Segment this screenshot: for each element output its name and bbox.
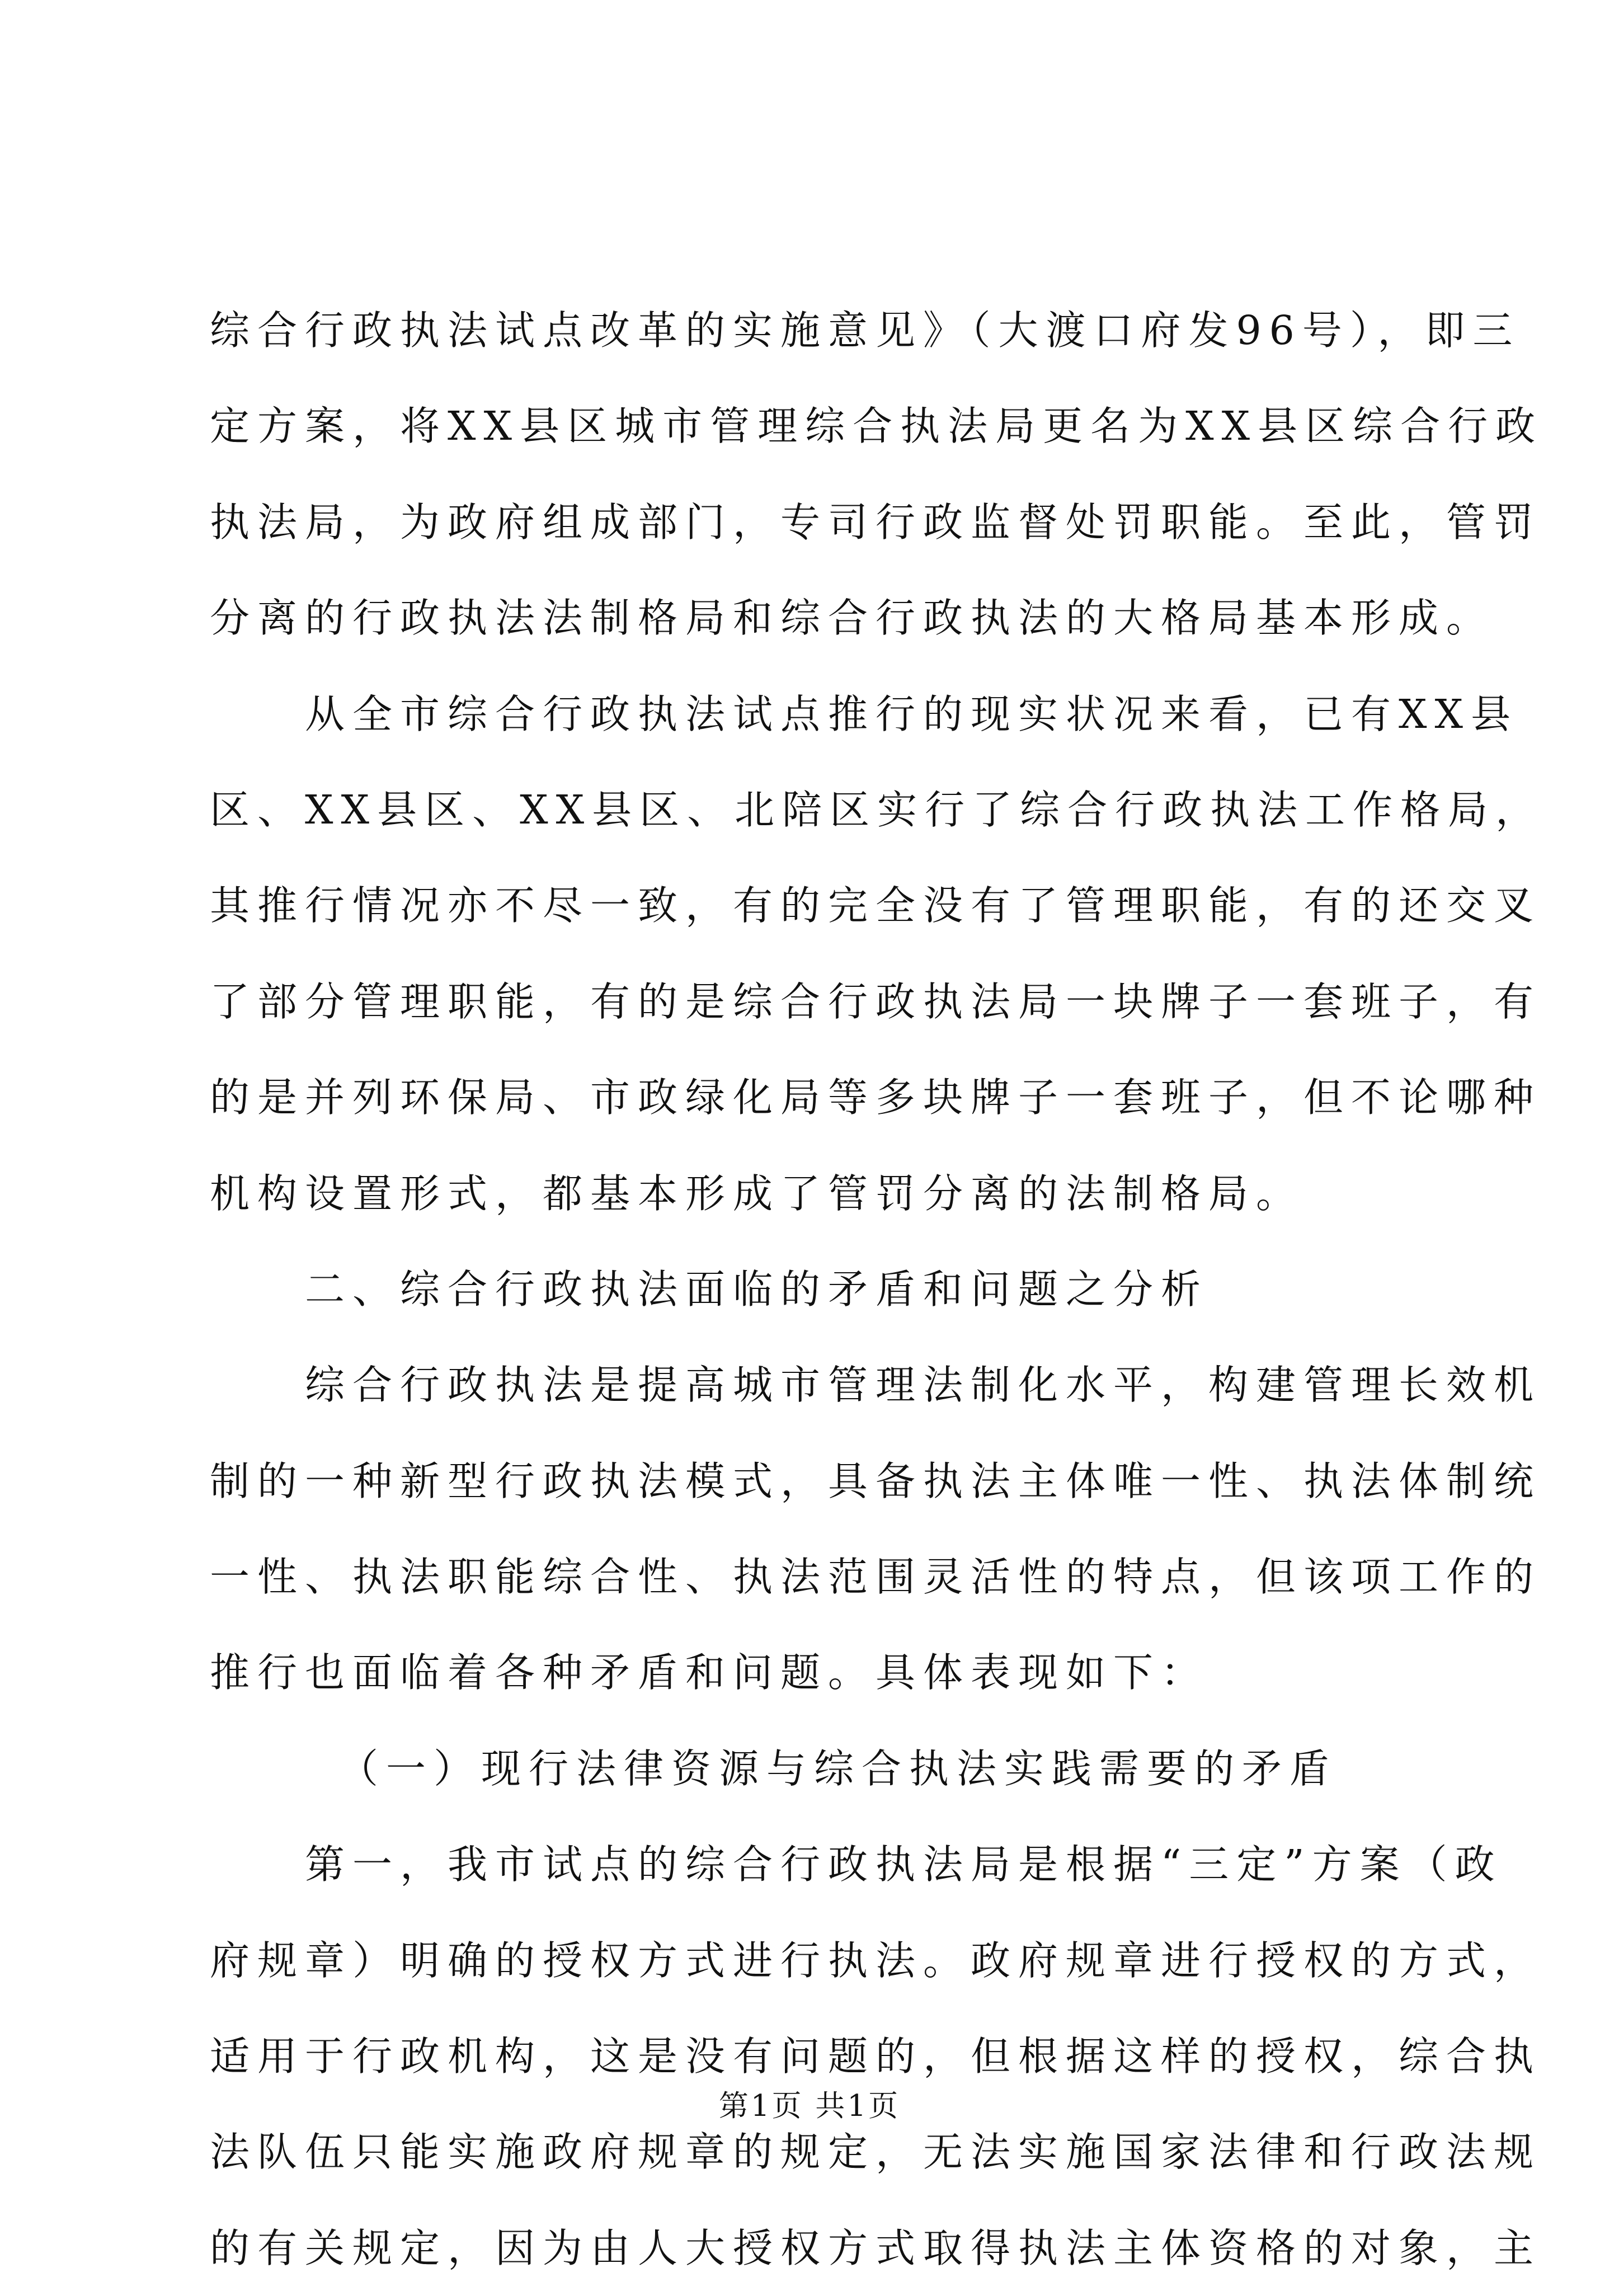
text-line: 法队伍只能实施政府规章的规定，无法实施国家法律和行政法规 bbox=[210, 2129, 1542, 2176]
text-line: 机构设置形式，都基本形成了管罚分离的法制格局。 bbox=[210, 1170, 1304, 1217]
text-line: 适用于行政机构，这是没有问题的，但根据这样的授权，综合执 bbox=[210, 2033, 1542, 2080]
paragraph-start-line: 第一，我市试点的综合行政执法局是根据“三定”方案（政 bbox=[305, 1841, 1503, 1888]
text-line: 其推行情况亦不尽一致，有的完全没有了管理职能，有的还交叉 bbox=[210, 882, 1542, 929]
text-line: 区、XX县区、XX县区、北陪区实行了综合行政执法工作格局， bbox=[210, 786, 1543, 833]
text-line: 府规章）明确的授权方式进行执法。政府规章进行授权的方式， bbox=[210, 1937, 1542, 1984]
section-heading: 二、综合行政执法面临的矛盾和问题之分析 bbox=[305, 1265, 1209, 1312]
subsection-heading: （一）现行法律资源与综合执法实践需要的矛盾 bbox=[338, 1745, 1338, 1792]
text-line: 的是并列环保局、市政绿化局等多块牌子一套班子，但不论哪种 bbox=[210, 1074, 1542, 1121]
document-body bbox=[210, 283, 1543, 2296]
paragraph-start-line: 综合行政执法是提高城市管理法制化水平，构建管理长效机 bbox=[305, 1362, 1542, 1409]
paragraph-start-line: 从全市综合行政执法试点推行的现实状况来看，已有XX县 bbox=[305, 690, 1519, 737]
text-line: 的有关规定，因为由人大授权方式取得执法主体资格的对象，主 bbox=[210, 2224, 1542, 2271]
text-line: 执法局，为政府组成部门，专司行政监督处罚职能。至此，管罚 bbox=[210, 498, 1542, 545]
text-line: 分离的行政执法法制格局和综合行政执法的大格局基本形成。 bbox=[210, 595, 1494, 642]
text-line: 综合行政执法试点改革的实施意见》（大渡口府发96号），即三 bbox=[210, 307, 1521, 354]
text-line: 制的一种新型行政执法模式，具备执法主体唯一性、执法体制统 bbox=[210, 1457, 1542, 1504]
text-line: 推行也面临着各种矛盾和问题。具体表现如下： bbox=[210, 1649, 1209, 1696]
text-line: 一性、执法职能综合性、执法范围灵活性的特点，但该项工作的 bbox=[210, 1554, 1542, 1601]
text-line: 了部分管理职能，有的是综合行政执法局一块牌子一套班子，有 bbox=[210, 978, 1542, 1025]
text-line: 定方案，将XX县区城市管理综合执法局更名为XX县区综合行政 bbox=[210, 403, 1543, 450]
page-number-footer: 第1页 共1页 bbox=[718, 2089, 901, 2123]
